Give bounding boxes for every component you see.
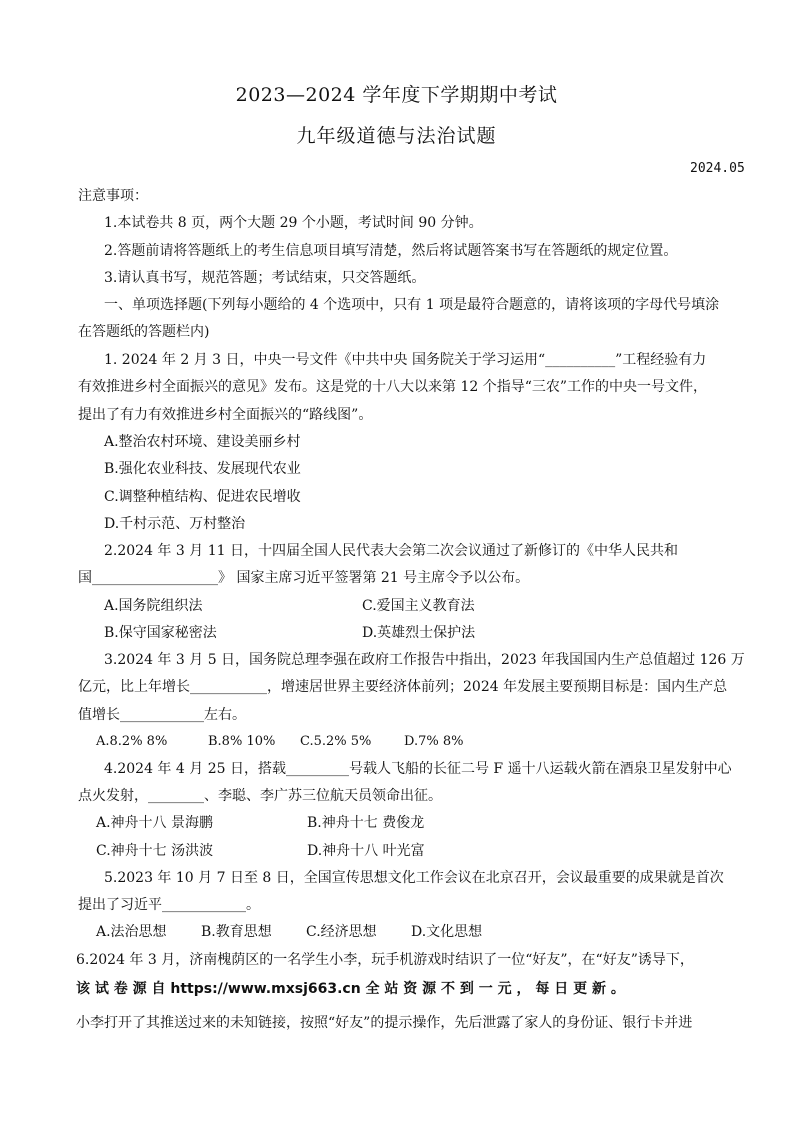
- q3-option-c: C.5.2% 5%: [300, 734, 372, 749]
- section1-intro-cont: 在答题纸的答题栏内): [78, 324, 210, 340]
- q2-option-c: C.爱国主义教育法: [362, 598, 475, 614]
- q1-stem-2: 有效推进乡村全面振兴的意见》发布。这是党的十八大以来第 12 个指导“三农”工作的中央一号文件，: [78, 379, 708, 395]
- q4-stem-2: 点火发射，________、李聪、李广苏三位航天员领命出征。: [78, 788, 442, 804]
- q4-option-a: A.神舟十八 景海鹏: [96, 815, 214, 831]
- q4-option-c: C.神舟十七 汤洪波: [96, 843, 214, 859]
- q1-option-d: D.千村示范、万村整治: [104, 516, 246, 532]
- q5-stem: 5.2023 年 10 月 7 日至 8 日，全国宣传思想文化工作会议在北京召开，会议最重要的成果就是首次: [104, 870, 724, 886]
- q2-stem-2: 国__________________》 国家主席习近平签署第 21 号主席令予以公布。: [78, 570, 530, 586]
- notes-heading: 注意事项：: [78, 188, 148, 204]
- q2-stem: 2.2024 年 3 月 11 日，十四届全国人民代表大会第二次会议通过了新修订的《中华人民共和: [104, 543, 678, 559]
- q1-option-b: B.强化农业科技、发展现代农业: [104, 461, 301, 477]
- q3-option-b: B.8% 10%: [208, 734, 276, 749]
- q4-option-d: D.神舟十八 叶光富: [307, 843, 425, 859]
- watermark-notice: 该 试 卷 源 自 https://www.mxsj663.cn 全 站 资 源 不 到 一 元 ， 每 日 更 新 。: [76, 981, 625, 997]
- note-item-2: 2.答题前请将答题纸上的考生信息项目填写清楚，然后将试题答案书写在答题纸的规定位置。: [104, 243, 678, 259]
- q2-option-b: B.保守国家秘密法: [104, 625, 217, 641]
- q4-stem: 4.2024 年 4 月 25 日，搭载_________号载人飞船的长征二号 F 遥十八运载火箭在酒泉卫星发射中心: [104, 761, 732, 777]
- q6-stem-3: 小李打开了其推送过来的未知链接，按照“好友”的提示操作，先后泄露了家人的身份证、银行卡并进: [76, 1015, 693, 1031]
- q5-option-b: B.教育思想: [201, 924, 272, 940]
- note-item-3: 3.请认真书写，规范答题；考试结束，只交答题纸。: [104, 270, 426, 286]
- q5-option-a: A.法治思想: [96, 924, 167, 940]
- note-item-1: 1.本试卷共 8 页，两个大题 29 个小题，考试时间 90 分钟。: [104, 215, 483, 231]
- exam-subtitle: 九年级道德与法治试题: [296, 125, 497, 147]
- q1-stem: 1. 2024 年 2 月 3 日，中央一号文件《中共中央 国务院关于学习运用“__________”工程经验有力: [104, 352, 707, 368]
- q3-stem: 3.2024 年 3 月 5 日，国务院总理李强在政府工作报告中指出，2023 年我国国内生产总值超过 126 万: [104, 652, 745, 668]
- q1-stem-3: 提出了有力有效推进乡村全面振兴的“路线图”。: [78, 407, 373, 423]
- exam-title: 2023—2024 学年度下学期期中考试: [235, 84, 558, 106]
- q5-option-c: C.经济思想: [306, 924, 377, 940]
- q5-stem-2: 提出了习近平____________。: [78, 897, 260, 913]
- q3-option-a: A.8.2% 8%: [96, 734, 168, 749]
- q4-option-b: B.神舟十七 费俊龙: [307, 815, 425, 831]
- q3-stem-3: 值增长____________左右。: [78, 707, 246, 723]
- q6-stem: 6.2024 年 3 月，济南槐荫区的一名学生小李，玩手机游戏时结识了一位“好友”，在“好友”诱导下，: [76, 952, 694, 968]
- q1-option-a: A.整治农村环境、建设美丽乡村: [104, 434, 301, 450]
- q1-option-c: C.调整种植结构、促进农民增收: [104, 489, 301, 505]
- section1-intro: 一、单项选择题(下列每小题给的 4 个选项中，只有 1 项是最符合题意的，请将该项的字母代号填涂: [104, 297, 720, 313]
- q5-option-d: D.文化思想: [411, 924, 483, 940]
- q2-option-d: D.英雄烈士保护法: [362, 625, 476, 641]
- q2-option-a: A.国务院组织法: [104, 598, 203, 614]
- q3-option-d: D.7% 8%: [404, 734, 464, 749]
- exam-date: 2024.05: [690, 161, 745, 176]
- q3-stem-2: 亿元，比上年增长___________，增速居世界主要经济体前列；2024 年发展主要预期目标是：国内生产总: [78, 679, 728, 695]
